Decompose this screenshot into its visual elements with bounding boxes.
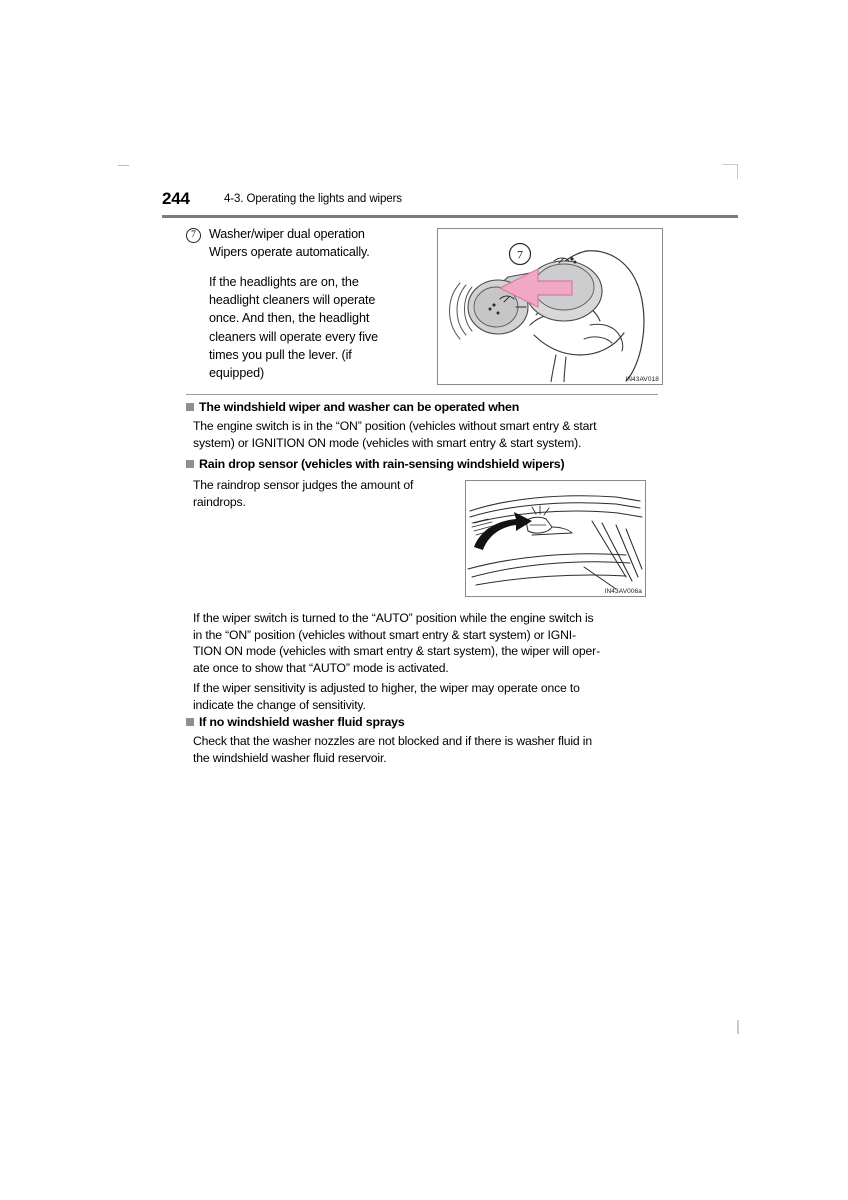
section-paragraph [186,610,658,676]
paragraph-line: TION ON mode (vehicles with smart entry & start system), the wiper will oper- [193,644,600,659]
auto-mode-paragraph [186,610,658,676]
section-heading [186,399,658,415]
section-heading [186,456,658,472]
section-divider [186,394,658,395]
item-paragraph-line: If the headlights are on, the [209,275,359,289]
pointer-arrow [474,512,532,550]
figure-code: IN43AV018 [625,376,659,383]
callout-number-7: 7 [186,228,201,243]
rain-sensor-illustration [466,481,643,594]
crop-mark-top-right [722,164,738,179]
section-paragraph [186,733,658,766]
wiper-lever-illustration [438,229,660,382]
section-title: 4-3. Operating the lights and wipers [224,193,402,205]
paragraph-line: The raindrop sensor judges the amount of [193,478,414,492]
item-paragraph-line: headlight cleaners will operate [209,293,376,308]
item-paragraph-line: once. And then, the headlight [209,311,370,326]
item-paragraph [209,273,430,382]
section-paragraph [186,418,658,451]
header-rule [162,215,738,218]
bullet-square-icon [186,403,194,411]
figure-callout-7 [510,244,531,265]
section-heading [186,714,658,730]
item-subtitle: Wipers operate automatically. [209,244,370,259]
crop-mark-left [118,165,129,166]
page-number: 244 [162,189,190,208]
paragraph-line: If the wiper switch is turned to the “AUTO” position while the engine switch is [193,611,594,625]
sensitivity-paragraph [186,680,658,713]
rain-sensor-description [186,477,456,510]
page-header [162,189,738,213]
paragraph-line: in the “ON” position (vehicles without smart entry & start system) or IGNI- [193,627,576,642]
paragraph-line: Check that the washer nozzles are not blocked and if there is washer fluid in [193,734,592,748]
svg-text:7: 7 [517,247,523,262]
paragraph-line: indicate the change of sensitivity. [193,697,366,712]
numbered-item [186,226,430,382]
paragraph-line: ate once to show that “AUTO” mode is activated. [193,660,449,675]
section-paragraph [186,680,658,713]
paragraph-line: system) or IGNITION ON mode (vehicles with smart entry & start system). [193,435,582,450]
figure-code: IN43AV006a [604,588,642,595]
section-paragraph [186,477,456,510]
paragraph-line: raindrops. [193,494,246,509]
section-heading-text: If no windshield washer fluid sprays [199,715,405,729]
figure-rain-sensor [465,480,646,597]
section-wiper-washer-operation [186,399,658,451]
figure-wiper-lever [437,228,663,385]
paragraph-line: The engine switch is in the “ON” position (vehicles without smart entry & start [193,419,597,433]
item-paragraph-line: cleaners will operate every five [209,329,378,344]
paragraph-line: the windshield washer fluid reservoir. [193,750,387,765]
item-title: Washer/wiper dual operation [209,227,365,241]
crop-mark-bottom-right [737,1020,739,1034]
bullet-square-icon [186,718,194,726]
item-paragraph-line: equipped) [209,366,265,381]
section-heading-text: Rain drop sensor (vehicles with rain-sensing windshield wipers) [199,457,565,471]
section-heading-text: The windshield wiper and washer can be operated when [199,400,520,414]
item-paragraph-line: times you pull the lever. (if [209,347,352,362]
section-rain-drop-sensor [186,456,658,472]
section-no-washer-fluid [186,714,658,766]
paragraph-line: If the wiper sensitivity is adjusted to higher, the wiper may operate once to [193,681,580,695]
bullet-square-icon [186,460,194,468]
